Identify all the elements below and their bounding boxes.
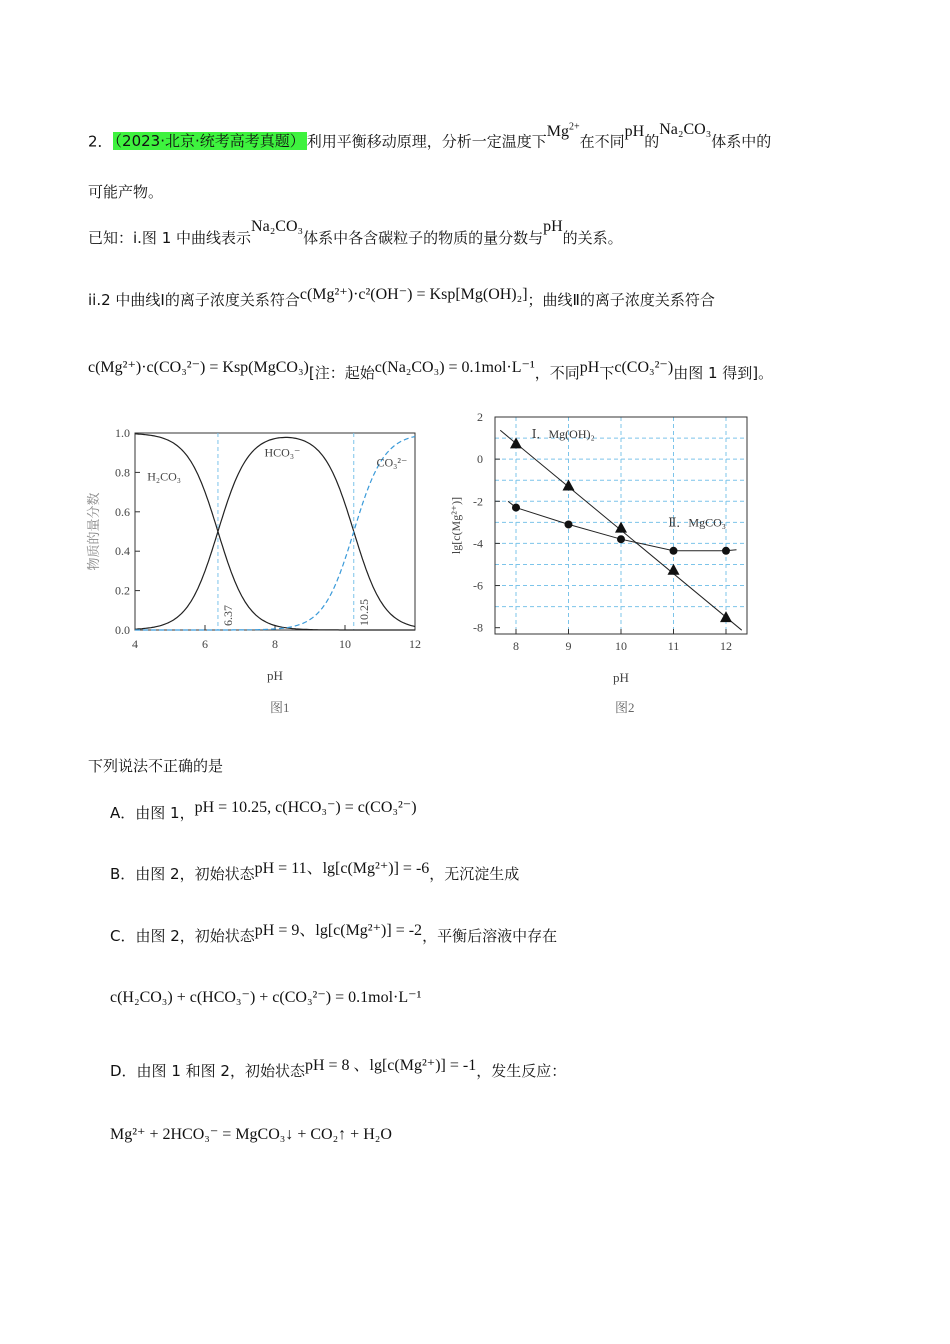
option-c-equation: c(H₂CO₃) + c(HCO₃⁻) + c(CO₃²⁻) = 0.1mol·L⁻¹ xyxy=(110,989,422,1006)
eq-ksp-mgoh2: c(Mg²⁺)·c²(OH⁻) = Ksp[Mg(OH)₂] xyxy=(299,286,528,303)
co3-curve xyxy=(135,436,415,630)
y-tick-label: 1.0 xyxy=(115,426,130,440)
option-b[interactable]: B．由图 2，初始状态pH = 11、lg[c(Mg²⁺)] = -6，无沉淀生成 xyxy=(110,860,520,883)
question-line-1: 2． （2023·北京·统考高考真题） 利用平衡移动原理，分析一定温度下$Mg^{2+}$在不同pH的Na₂CO₃体系中的 xyxy=(88,121,772,151)
hco3-label: HCO₃⁻ xyxy=(264,445,301,460)
y-tick-label: 0.0 xyxy=(115,623,130,637)
known-ii-line-1: ii.2 中曲线Ⅰ的离子浓度关系符合c(Mg²⁺)·c²(OH⁻) = Ksp[Mg(OH)₂]；曲线Ⅱ的离子浓度关系符合 xyxy=(88,286,715,309)
eq-ksp-mgco3: c(Mg²⁺)·c(CO₃²⁻) = Ksp(MgCO₃) xyxy=(88,359,309,376)
pka1-label: 6.37 xyxy=(220,605,235,627)
mgco3-point xyxy=(722,547,730,555)
series-label-mgco3: Ⅱ．MgCO₃ xyxy=(668,515,726,530)
co3-label: CO₃²⁻ xyxy=(376,455,408,470)
y-tick-label: 0.8 xyxy=(115,465,130,480)
mgco3-point xyxy=(512,504,520,512)
h2co3-curve xyxy=(135,434,415,630)
x-tick-label: 6 xyxy=(202,637,208,651)
known-i: 已知：i.图 1 中曲线表示Na₂CO₃体系中各含碳粒子的物质的量分数与pH的关系。 xyxy=(88,218,623,247)
x-tick-label: 11 xyxy=(667,639,680,653)
x-axis-label: pH xyxy=(267,668,283,683)
figure-2-caption: 图2 xyxy=(615,700,635,715)
option-d[interactable]: D．由图 1 和图 2，初始状态pH = 8 、lg[c(Mg²⁺)] = -1，发生反应： xyxy=(110,1057,567,1080)
mgoh2-point xyxy=(720,611,732,622)
y-axis-label: 物质的量分数 xyxy=(86,492,101,571)
mg-ion: $Mg^{2+}$ xyxy=(546,122,580,141)
option-c[interactable]: C．由图 2，初始状态pH = 9、lg[c(Mg²⁺)] = -2，平衡后溶液中存在 xyxy=(110,922,558,945)
y-tick-label: 0.2 xyxy=(115,583,130,598)
y-tick-label: 0.6 xyxy=(115,504,130,519)
mgoh2-point xyxy=(563,479,575,490)
question-line-2: 可能产物。 xyxy=(88,183,164,201)
mgco3-point xyxy=(670,547,678,555)
source-tag: （2023·北京·统考高考真题） xyxy=(114,132,305,151)
x-tick-label: 4 xyxy=(132,637,138,651)
mgoh2-point xyxy=(510,437,522,448)
x-tick-label: 12 xyxy=(409,637,421,651)
x-tick-label: 8 xyxy=(513,639,519,653)
x-tick-label: 9 xyxy=(565,639,572,653)
y-tick-label: 0.4 xyxy=(115,544,130,559)
mgoh2-point xyxy=(668,564,680,575)
x-tick-label: 10 xyxy=(615,639,627,653)
y-tick-label: 0 xyxy=(477,452,483,467)
y-axis-label: lg[c(Mg²⁺)] xyxy=(449,496,463,555)
h2co3-label: H₂CO₃ xyxy=(147,469,181,484)
mgco3-point xyxy=(617,535,625,543)
y-tick-label: -2 xyxy=(473,494,483,509)
question-number: 2． xyxy=(88,132,113,151)
option-a[interactable]: A．由图 1，pH = 10.25, c(HCO₃⁻) = c(CO₃²⁻) xyxy=(110,799,417,822)
x-tick-label: 10 xyxy=(339,637,351,651)
prompt: 下列说法不正确的是 xyxy=(88,757,224,775)
y-tick-label: 2 xyxy=(477,410,483,424)
figure-1-caption: 图1 xyxy=(270,700,290,715)
plot-frame xyxy=(135,433,415,630)
option-d-equation: Mg²⁺ + 2HCO₃⁻ = MgCO₃↓ + CO₂↑ + H₂O xyxy=(110,1126,392,1143)
x-tick-label: 8 xyxy=(272,637,278,651)
known-ii-line-2: c(Mg²⁺)·c(CO₃²⁻) = Ksp(MgCO₃)[注：起始c(Na₂CO₃) = 0.1mol·L⁻¹，不同pH下c(CO₃²⁻)由图 1 得到]。 xyxy=(88,359,774,382)
figure-1-chart xyxy=(80,415,440,685)
x-tick-label: 12 xyxy=(720,639,732,653)
y-tick-label: -8 xyxy=(473,620,483,635)
hco3-curve xyxy=(135,437,415,629)
x-axis-label: pH xyxy=(613,670,629,685)
pka2-label: 10.25 xyxy=(356,599,371,627)
y-tick-label: -6 xyxy=(473,578,483,593)
y-tick-label: -4 xyxy=(473,536,483,551)
figure-2-chart xyxy=(440,405,770,685)
series-label-mgoh2: Ⅰ．Mg(OH)₂ xyxy=(531,427,595,442)
mgco3-point xyxy=(565,520,573,528)
